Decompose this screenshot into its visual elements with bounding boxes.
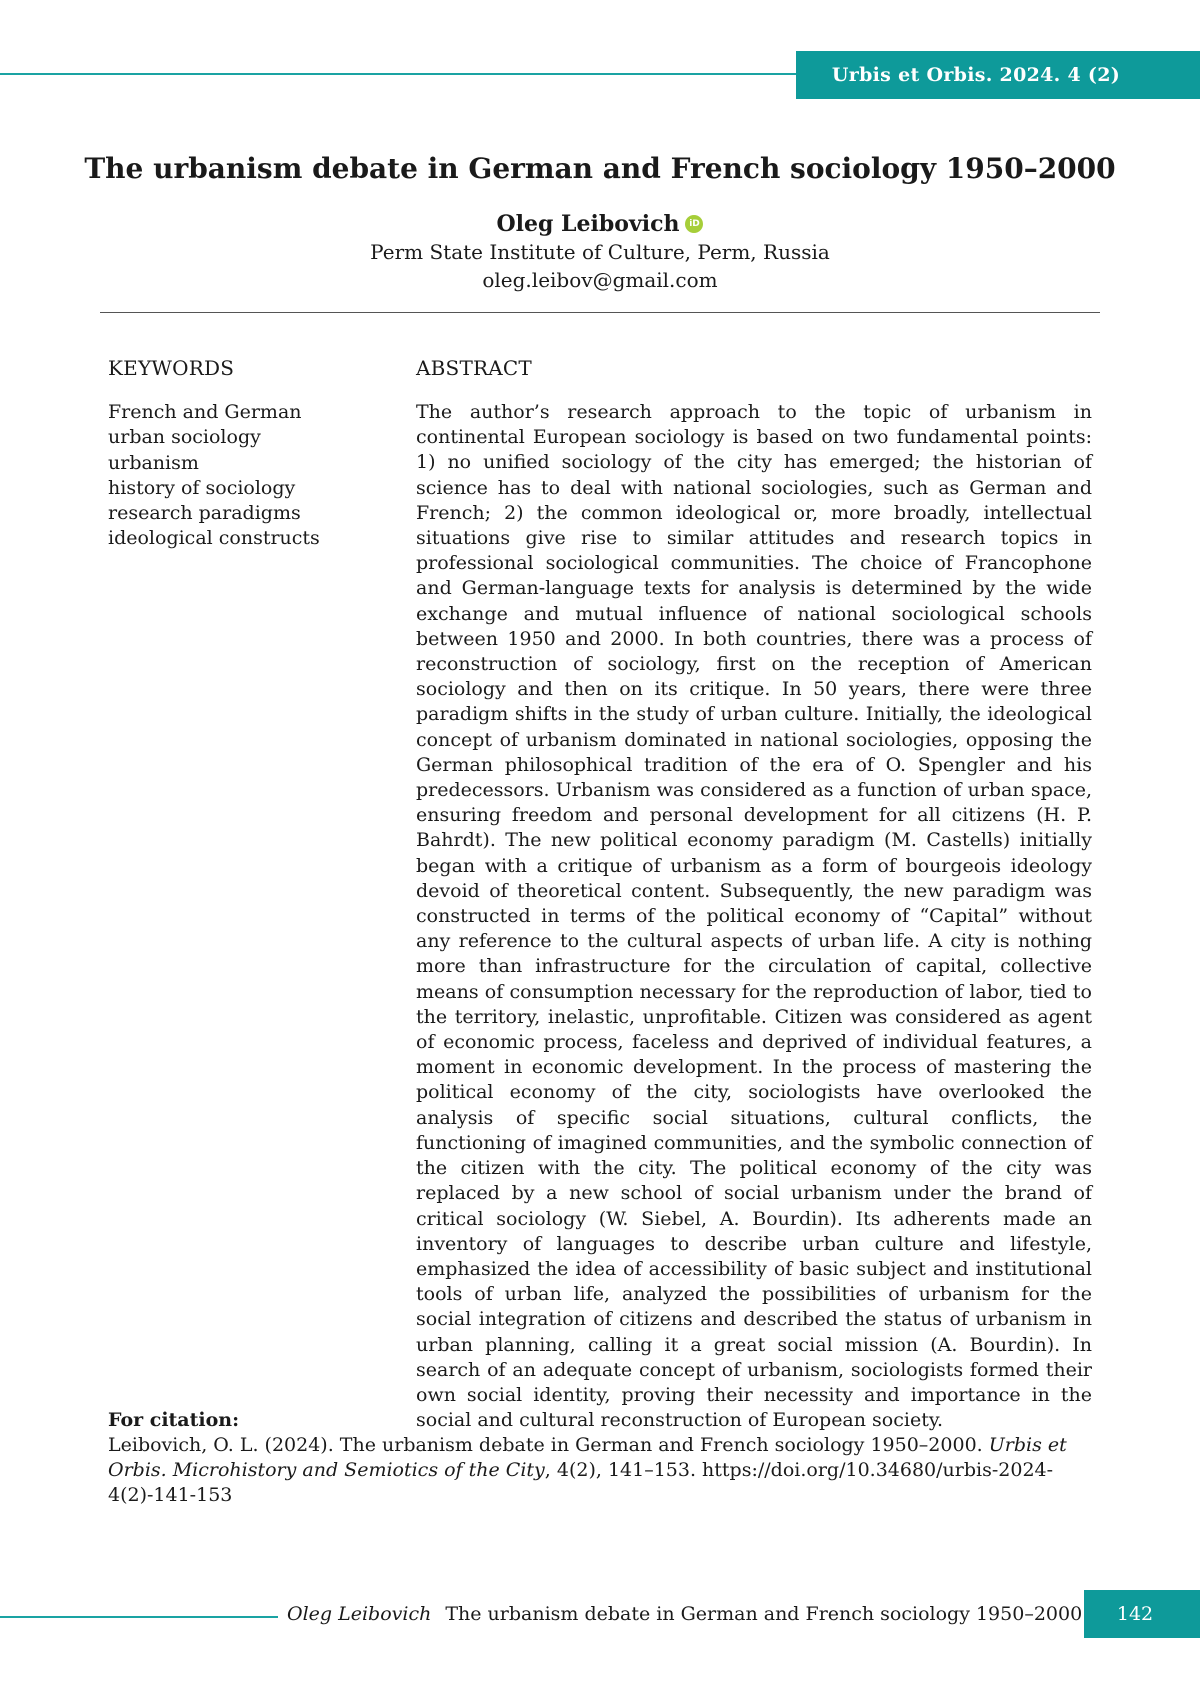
- citation-block: [108, 1408, 1092, 1508]
- page-number: 142: [1116, 1603, 1154, 1625]
- running-footer: [287, 1603, 1082, 1625]
- author-name: Oleg Leibovich: [496, 211, 680, 237]
- citation-label: For citation:: [108, 1409, 240, 1431]
- keywords-list: [108, 400, 398, 552]
- citation-prefix: Leibovich, O. L. (2024). The urbanism debate in German and French sociology 1950–2000.: [108, 1434, 989, 1456]
- keyword-item: urbanism: [108, 451, 199, 474]
- orcid-icon[interactable]: iD: [685, 215, 703, 233]
- keyword-item: ideological constructs: [108, 527, 320, 550]
- header-divider: [100, 312, 1100, 313]
- author-name-wrap: [497, 210, 704, 238]
- footer-title: The urbanism debate in German and French sociology 1950–2000: [445, 1603, 1083, 1625]
- citation-suffix[interactable]: , 4(2), 141–153. https://doi.org/10.34680/urbis-2024-4(2)-141-153: [108, 1459, 1054, 1506]
- keyword-item: French and German: [108, 401, 302, 423]
- abstract-heading: ABSTRACT: [416, 356, 532, 380]
- footer-rule: [0, 1616, 278, 1618]
- citation-journal: Urbis et Orbis. Microhistory and Semiotics of the City: [108, 1434, 1067, 1481]
- journal-issue-badge: [796, 51, 1200, 99]
- journal-issue-label: Urbis et Orbis. 2024. 4 (2): [831, 64, 1120, 86]
- keyword-item: history of sociology: [108, 476, 296, 499]
- page-number-badge: [1084, 1590, 1200, 1638]
- abstract-text: The author’s research approach to the topic of urbanism in continental European sociology is based on two fundamental points: 1) no unified sociology of the city has emerged; the historian of science has to deal with national sociologies, such as German and French; 2) the common ideological or, more broadly, intellectual situations give rise to similar attitudes and research topics in professional sociological communities. The choice of Francophone and German-language texts for analysis is determined by the wide exchange and mutual influence of national sociological schools between 1950 and 2000. In both countries, there was a process of reconstruction of sociology, first on the reception of American sociology and then on its critique. In 50 years, there were three paradigm shifts in the study of urban culture. Initially, the ideological concept of urbanism dominated in national sociologies, opposing the German philosophical tradition of the era of O. Spengler and his predecessors. Urbanism was considered as a function of urban space, ensuring freedom and personal development for all citizens (H. P. Bahrdt). The new political economy paradigm (M. Castells) initially began with a critique of urbanism as a form of bourgeois ideology devoid of theoretical content. Subsequently, the new paradigm was constructed in terms of the political economy of “Capital” without any reference to the cultural aspects of urban life. A city is nothing more than infrastructure for the circulation of capital, collective means of consumption necessary for the reproduction of labor, tied to the territory, inelastic, unprofitable. Citizen was considered as agent of economic process, faceless and deprived of individual features, a moment in economic development. In the process of mastering the political economy of the city, sociologists have overlooked the analysis of specific social situations, cultural conflicts, the functioning of imagined communities, and the symbolic connection of the citizen with the city. The political economy of the city was replaced by a new school of social urbanism under the brand of critical sociology (W. Siebel, A. Bourdin). Its adherents made an inventory of languages to describe urban culture and lifestyle, emphasized the idea of accessibility of basic subject and institutional tools of urban life, analyzed the possibilities of urbanism for the social integration of citizens and described the status of urbanism in urban planning, calling it a great social mission (A. Bourdin). In search of an adequate concept of urbanism, sociologists formed their own social identity, proving their necessity and importance in the social and cultural reconstruction of European society.: [416, 401, 1092, 1432]
- keyword-item: urban sociology: [108, 426, 261, 449]
- keywords-heading: KEYWORDS: [108, 356, 235, 380]
- citation-text: [108, 1433, 1092, 1508]
- author-block: [0, 210, 1200, 294]
- header-rule: [0, 73, 796, 75]
- article-title: The urbanism debate in German and French sociology 1950–2000: [84, 152, 1116, 185]
- keyword-item: research paradigms: [108, 502, 301, 525]
- author-affiliation: Perm State Institute of Culture, Perm, Russia: [370, 240, 830, 264]
- footer-author: Oleg Leibovich: [287, 1603, 432, 1625]
- author-email[interactable]: oleg.leibov@gmail.com: [482, 268, 718, 292]
